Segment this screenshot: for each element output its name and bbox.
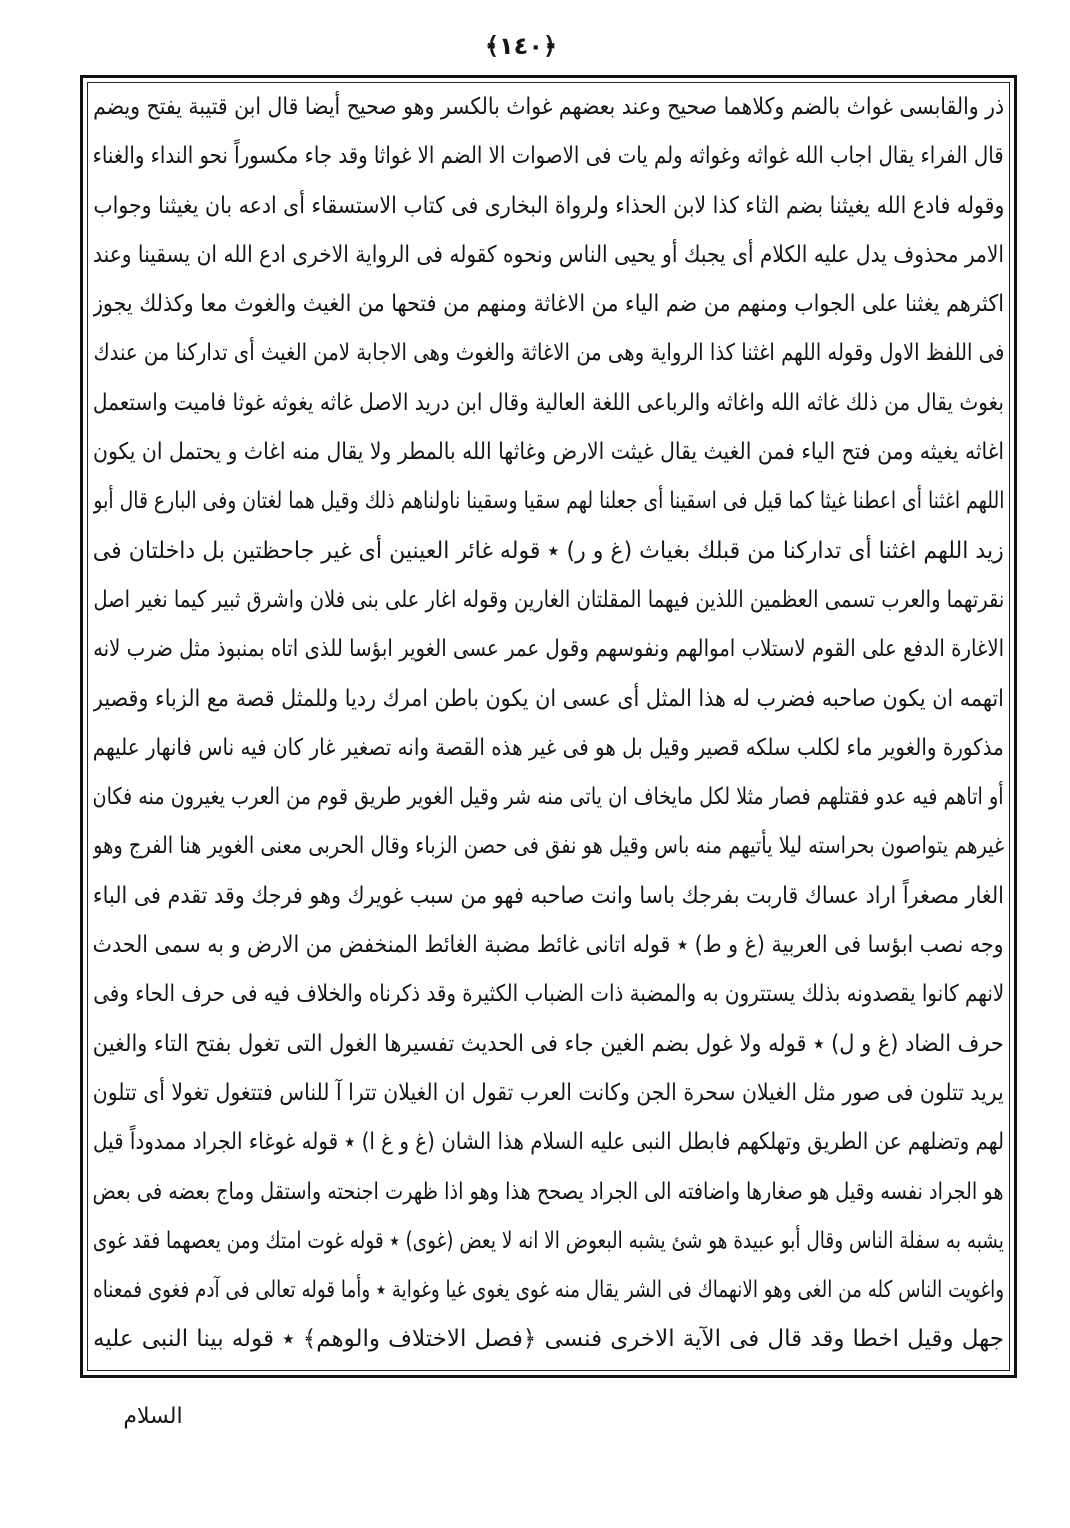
text-line <box>93 970 1004 1019</box>
line-text: حرف الضاد (غ و ل) ٭ قوله ولا غول بضم الغين جاء فى الحديث تفسيرها الغول التى تغول بفتح التاء والغين <box>93 1030 1004 1057</box>
line-text: اتهمه ان يكون صاحبه فضرب له هذا المثل أى عسى ان يكون باطن امرك رديا وللمثل قصة مع الزباء وقصير <box>93 685 1004 712</box>
line-text: لهم وتضلهم عن الطريق وتهلكهم فابطل النبى عليه السلام هذا الشان (غ و غ ا) ٭ قوله غوغاء الجراد ممدوداً قيل <box>93 1129 1004 1156</box>
line-text: الامر محذوف يدل عليه الكلام أى يجبك أو يحيى الناس ونحوه كقوله فى الرواية الاخرى ادع الله ان يسقينا وعند <box>93 241 1004 268</box>
text-line <box>93 1217 1004 1266</box>
catchword: السلام <box>123 1404 183 1429</box>
line-text: هو الجراد نفسه وقيل هو صغارها واضافته الى الجراد يصحح هذا وهو اذا ظهرت اجنحته واستقل وماج بعضه فى بعض <box>93 1178 1004 1205</box>
line-text: قال الفراء يقال اجاب الله غواثه وغواثه ولم يات فى الاصوات الا الضم الا غواثا وقد جاء مكسوراً نحو النداء والغناء <box>93 143 1004 170</box>
line-text: وقوله فادع الله يغيثنا بضم الثاء كذا لابن الحذاء ولرواة البخارى فى كتاب الاستسقاء أى ادعه بان يغيثنا وجواب <box>93 192 1004 219</box>
line-text: اغاثه يغيثه ومن فتح الياء فمن الغيث يقال غيثت الارض وغاثها الله بالمطر ولا يقال منه اغاث و يحتمل ان يكون <box>93 439 1004 466</box>
text-line <box>93 329 1004 378</box>
text-line <box>93 83 1004 132</box>
text-line <box>93 1118 1004 1167</box>
line-text: يريد تتلون فى صور مثل الغيلان سحرة الجن وكانت العرب تقول ان الغيلان تترا آ للناس فتتغول تغولا أى تتلون <box>93 1079 1004 1106</box>
text-line <box>93 1266 1004 1315</box>
text-line <box>93 822 1004 871</box>
line-text: اكثرهم يغثنا على الجواب ومنهم من ضم الياء من الاغاثة ومنهم من فتحها من الغيث والغوث معا وكذلك يجوز <box>93 291 1004 318</box>
line-text: يشبه به سفلة الناس وقال أبو عبيدة هو شئ يشبه البعوض الا انه لا يعض (غوى) ٭ قوله غوت امتك ومن يعصهما فقد غوى <box>93 1227 1004 1254</box>
line-text: وجه نصب ابؤسا فى العربية (غ و ط) ٭ قوله اتانى غائط مضبة الغائط المنخفض من الارض و به سمى الحدث <box>93 932 1004 959</box>
line-text: الغار مصغراً اراد عساك قاربت بفرجك باسا وانت صاحبه فهو من سبب غويرك وهو فرجك وقد تقدم فى الباء <box>93 882 1004 909</box>
text-line <box>93 231 1004 280</box>
text-line <box>93 773 1004 822</box>
line-text: بغوث يقال من ذلك غاثه الله واغاثه والرباعى اللغة العالية وقال ابن دريد الاصل غاثه يغوثه غوثا فاميت واستعمل <box>93 389 1004 416</box>
text-line <box>93 379 1004 428</box>
text-line <box>93 724 1004 773</box>
main-text-block <box>93 83 1004 1365</box>
text-line <box>93 675 1004 724</box>
line-text: فى اللفظ الاول وقوله اللهم اغثنا كذا الرواية وهى من الاغاثة والغوث وهى الاجابة لامن الغيث أى تداركنا من عندك <box>93 340 1004 367</box>
text-line <box>93 527 1004 576</box>
text-line <box>93 477 1004 526</box>
line-text: جهل وقيل اخطا وقد قال فى الآية الاخرى فنسى ﴿فصل الاختلاف والوهم﴾ ٭ قوله بينا النبى عليه <box>93 1326 1004 1353</box>
text-line <box>93 872 1004 921</box>
line-text: واغويت الناس كله من الغى وهو الانهماك فى الشر يقال منه غوى يغوى غيا وغواية ٭ وأما قوله تعالى فى آدم فغوى فمعناه <box>93 1277 1004 1304</box>
text-line <box>93 1315 1004 1364</box>
line-text: ذر والقابسى غواث بالضم وكلاهما صحيح وعند بعضهم غواث بالكسر وهو صحيح أيضا قال ابن قتيبة يفتح ويضم <box>93 94 1004 120</box>
line-text: أو اتاهم فيه عدو فقتلهم فصار مثلا لكل مايخاف ان ياتى منه شر وقيل الغوير طريق قوم من العرب يغيرون منه فكان <box>93 784 1004 811</box>
text-line <box>93 182 1004 231</box>
line-text: زيد اللهم اغثنا أى تداركنا من قبلك بغياث (غ و ر) ٭ قوله غائر العينين أى غير جاحظتين بل داخلتان فى <box>93 537 1004 564</box>
line-text: اللهم اغثنا أى اعطنا غيثا كما قيل فى اسقينا أى جعلنا لهم سقيا وسقينا ناولناهم ذلك وقيل هما لغتان وفى البارع قال أبو <box>93 488 1004 515</box>
text-line <box>93 132 1004 181</box>
line-text: لانهم كانوا يقصدونه بذلك يستترون به والمضبة ذات الضباب الكثيرة وقد ذكرناه والخلاف فيه فى حرف الحاء وفى <box>93 981 1004 1008</box>
line-text: مذكورة والغوير ماء لكلب سلكه قصير وقيل بل هو فى غير هذه القصة وانه تصغير غار كان فيه ناس فانهار عليهم <box>93 734 1004 761</box>
text-line <box>93 280 1004 329</box>
text-line <box>93 625 1004 674</box>
line-text: نقرتهما والعرب تسمى العظمين اللذين فيهما المقلتان الغارين وقوله اغار على بنى فلان واشرق ثبير كيما نغير اصل <box>93 586 1004 613</box>
text-line <box>93 576 1004 625</box>
text-line <box>93 1168 1004 1217</box>
page-number: ﴿١٤٠﴾ <box>484 32 558 60</box>
text-line <box>93 428 1004 477</box>
line-text: غيرهم يتواصون بحراسته ليلا يأتيهم منه باس وقيل هو نفق فى حصن الزباء وقال الحربى معنى الغوير هنا الفرج وهو <box>93 833 1004 860</box>
text-line <box>93 921 1004 970</box>
text-line <box>93 1069 1004 1118</box>
text-line <box>93 1020 1004 1069</box>
line-text: الاغارة الدفع على القوم لاستلاب اموالهم ونفوسهم وقول عمر عسى الغوير ابؤسا للذى اتاه بمنبوذ مثل ضرب لانه <box>93 636 1004 663</box>
